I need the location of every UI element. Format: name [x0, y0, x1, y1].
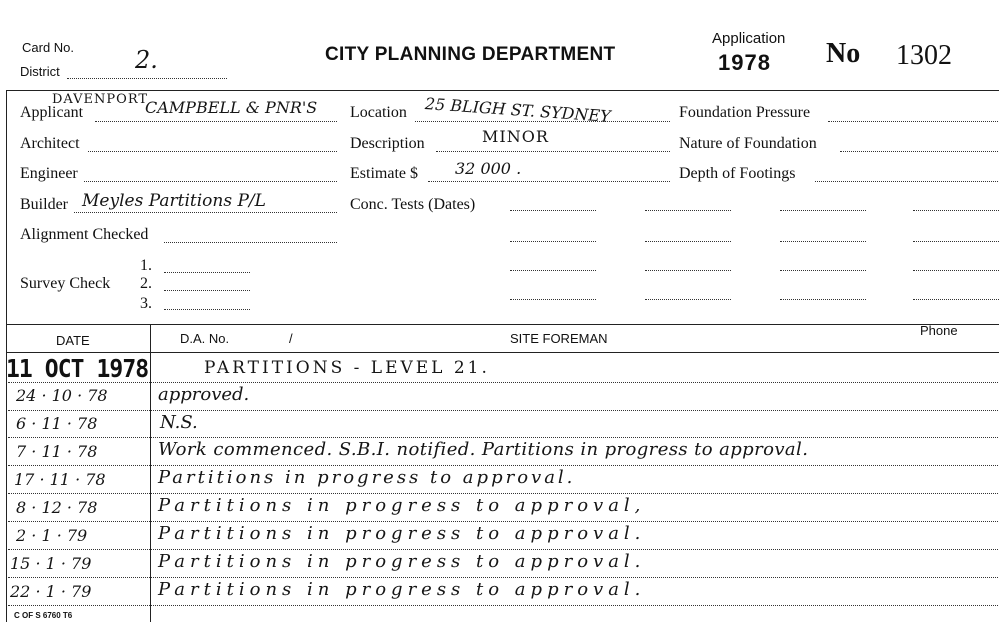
row-separator: [8, 493, 998, 494]
engineer-label: Engineer: [20, 165, 78, 182]
conc-test-blank: [645, 241, 731, 242]
survey-check-2: 2.: [140, 275, 152, 292]
description-value: MINOR: [482, 127, 549, 146]
district-label: District: [20, 64, 60, 79]
conc-test-blank: [645, 210, 731, 211]
conc-test-blank: [780, 210, 866, 211]
survey-3-dotted-line: [164, 309, 250, 310]
application-year: 1978: [718, 50, 771, 75]
da-no-label: D.A. No.: [180, 331, 230, 346]
application-number: 1302: [896, 40, 952, 71]
builder-value: Meyles Partitions P/L: [82, 191, 266, 211]
district-dotted-line: [67, 78, 227, 79]
survey-2-dotted-line: [164, 290, 250, 291]
phone-label: Phone: [920, 323, 958, 338]
foundation-pressure-label: Foundation Pressure: [679, 104, 811, 121]
conc-test-blank: [510, 210, 596, 211]
row-separator: [8, 521, 998, 522]
conc-test-blank: [913, 210, 999, 211]
application-label: Application: [712, 30, 786, 47]
architect-label: Architect: [20, 135, 80, 152]
applicant-dotted-line: [95, 121, 337, 122]
description-label: Description: [350, 135, 425, 152]
site-foreman-label: SITE FOREMAN: [510, 331, 608, 346]
conc-test-blank: [780, 299, 866, 300]
conc-test-blank: [780, 241, 866, 242]
row-separator: [8, 465, 998, 466]
log-date: 22 · 1 · 79: [10, 582, 92, 601]
row-separator: [8, 437, 998, 438]
survey-check-label: Survey Check: [20, 275, 111, 292]
log-date: 2 · 1 · 79: [16, 526, 88, 545]
conc-test-blank: [913, 270, 999, 271]
log-entry: Work commenced. S.B.I. notified. Partitions in progress to approval.: [158, 439, 809, 460]
log-date: 15 · 1 · 79: [10, 554, 92, 573]
survey-1-dotted-line: [164, 272, 250, 273]
estimate-dotted-line: [428, 181, 670, 182]
description-dotted-line: [436, 151, 670, 152]
estimate-value: 32 000 .: [455, 159, 522, 178]
survey-check-1: 1.: [140, 257, 152, 274]
depth-footings-label: Depth of Footings: [679, 165, 796, 182]
conc-test-blank: [913, 299, 999, 300]
log-header-rule: [6, 352, 999, 353]
da-slash: /: [289, 331, 293, 346]
alignment-checked-label: Alignment Checked: [20, 226, 149, 243]
form-code: C OF S 6760 T6: [14, 611, 73, 620]
log-entry: approved.: [158, 384, 250, 405]
location-label: Location: [350, 104, 407, 121]
survey-check-3: 3.: [140, 295, 152, 312]
foundation-pressure-dotted-line: [828, 121, 998, 122]
header-rule: [6, 90, 999, 91]
log-top-rule: [6, 324, 999, 325]
applicant-value-top: DAVENPORT: [52, 92, 149, 107]
log-entry: N.S.: [160, 412, 198, 433]
depth-footings-dotted-line: [815, 181, 998, 182]
log-entry: Partitions in progress to approval.: [158, 551, 646, 572]
row-separator: [8, 549, 998, 550]
nature-foundation-dotted-line: [840, 151, 998, 152]
log-entry: PARTITIONS - LEVEL 21.: [204, 358, 490, 378]
applicant-value: CAMPBELL & PNR'S: [145, 98, 318, 117]
log-date: 8 · 12 · 78: [16, 498, 98, 517]
builder-dotted-line: [74, 212, 337, 213]
log-entry: Partitions in progress to approval.: [158, 579, 646, 600]
date-column-header: DATE: [56, 333, 90, 348]
row-separator: [8, 410, 998, 411]
conc-test-blank: [510, 241, 596, 242]
number-sign: No: [826, 38, 861, 69]
alignment-dotted-line: [164, 242, 337, 243]
conc-test-blank: [510, 270, 596, 271]
log-entry: Partitions in progress to approval,: [158, 495, 646, 516]
row-separator: [8, 577, 998, 578]
log-entry: Partitions in progress to approval.: [158, 523, 646, 544]
row-separator: [8, 605, 998, 606]
conc-test-blank: [913, 241, 999, 242]
architect-dotted-line: [88, 151, 337, 152]
log-date: 17 · 11 · 78: [14, 470, 106, 489]
row-separator: [8, 382, 998, 383]
district-value: 2.: [135, 46, 158, 74]
location-value: 25 BLIGH ST. SYDNEY: [424, 94, 612, 126]
applicant-label: Applicant: [20, 104, 84, 121]
document-title: CITY PLANNING DEPARTMENT: [325, 44, 616, 65]
nature-foundation-label: Nature of Foundation: [679, 135, 817, 152]
log-date: 24 · 10 · 78: [16, 386, 108, 405]
log-entry: Partitions in progress to approval.: [158, 467, 576, 488]
log-date: 7 · 11 · 78: [16, 442, 98, 461]
estimate-label: Estimate $: [350, 165, 418, 182]
conc-test-blank: [645, 299, 731, 300]
conc-test-blank: [780, 270, 866, 271]
log-date-stamp: 11 OCT 1978: [6, 354, 149, 383]
conc-test-blank: [645, 270, 731, 271]
builder-label: Builder: [20, 196, 68, 213]
conc-tests-label: Conc. Tests (Dates): [350, 196, 476, 213]
conc-test-blank: [510, 299, 596, 300]
log-date: 6 · 11 · 78: [16, 414, 98, 433]
card-no-label: Card No.: [22, 40, 75, 55]
engineer-dotted-line: [84, 181, 337, 182]
